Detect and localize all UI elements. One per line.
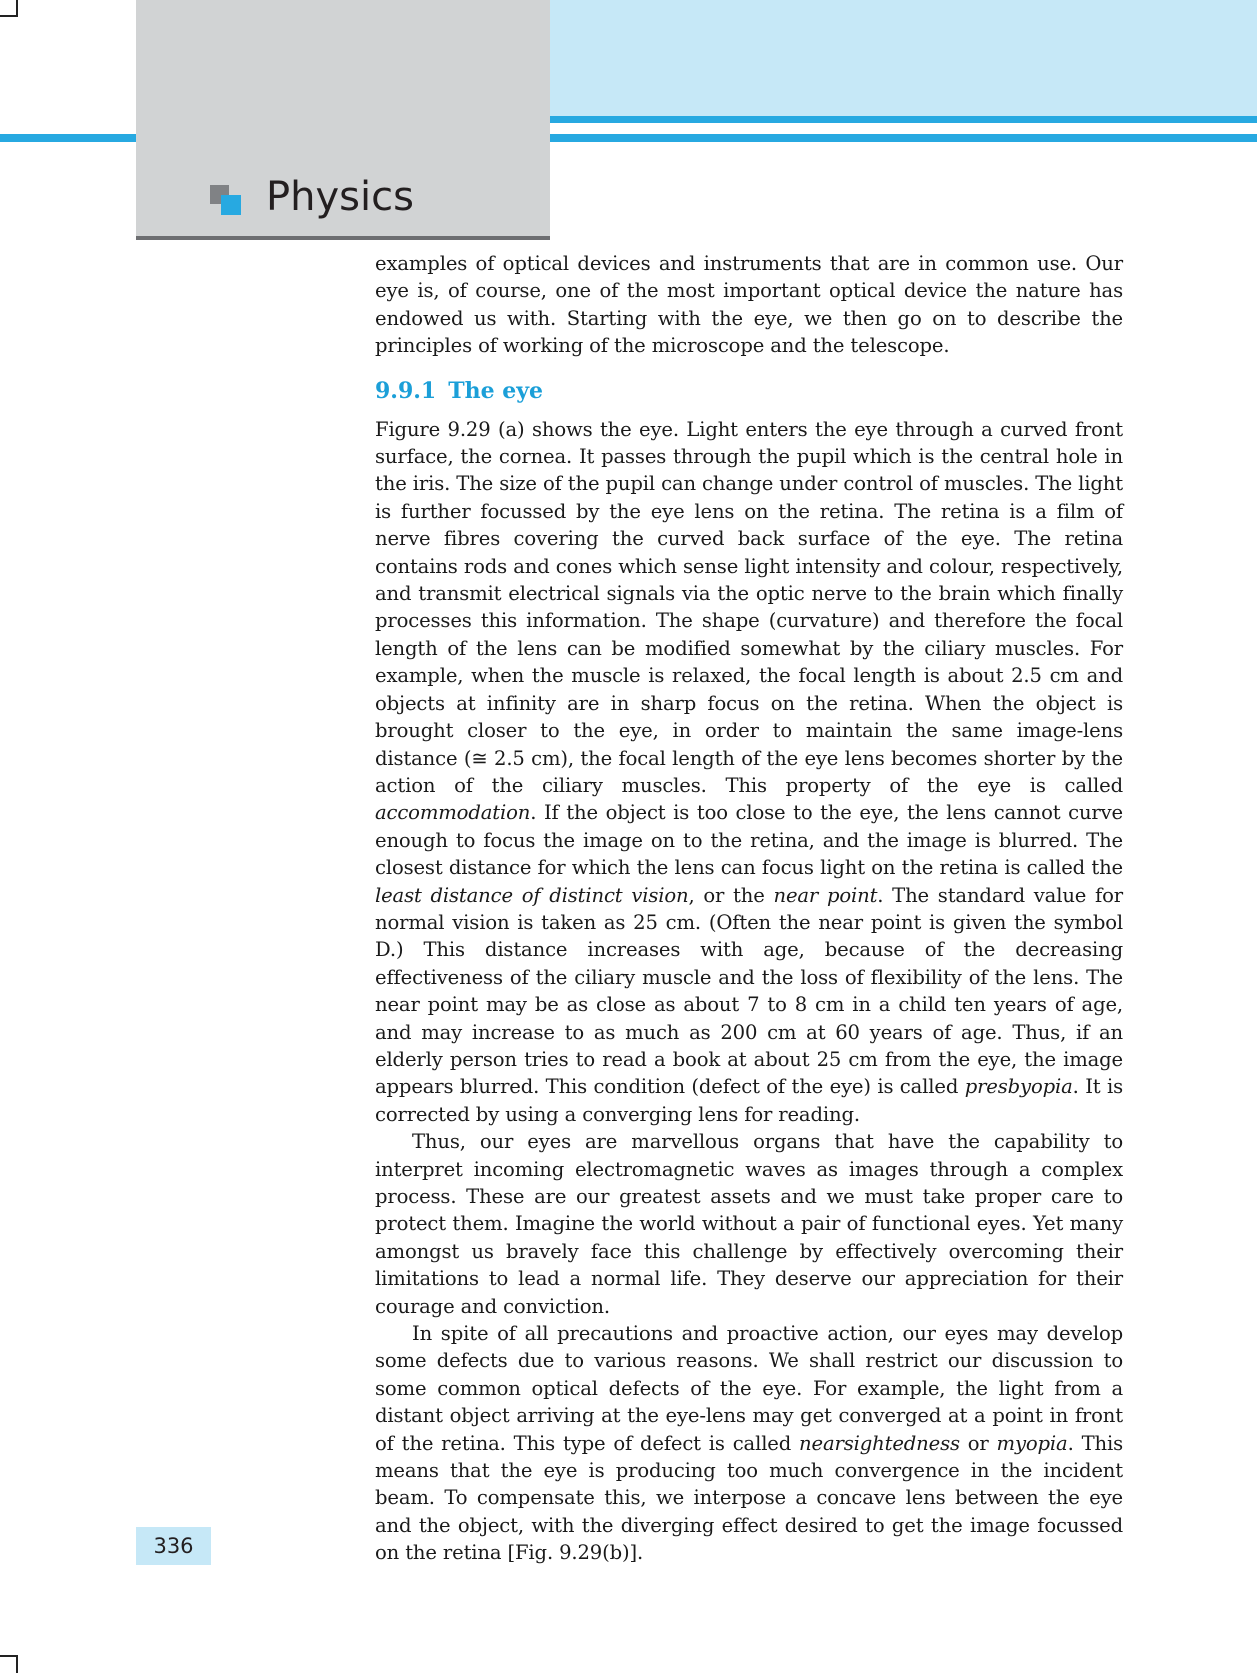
term-near-point: near point — [773, 883, 878, 907]
term-presbyopia: presbyopia — [964, 1075, 1073, 1099]
page-content — [375, 250, 1123, 1567]
header-blue-band — [548, 0, 1257, 118]
paragraph-marvellous-organs: Thus, our eyes are marvellous organs that have the capability to interpret incoming electromagnetic waves as images through a complex process. These are our greatest assets and we must take proper care to protect them. Imagine the world without a pair of functional eyes. Yet many amongst us bravely face this challenge by effectively overcoming their limitations to lead a normal life. They deserve our appreciation for their courage and conviction. — [375, 1130, 1123, 1318]
crop-mark-top-left-vertical — [16, 0, 18, 16]
term-least-distance: least distance of distinct vision — [375, 883, 689, 907]
subject-title: Physics — [266, 174, 414, 220]
crop-mark-top-left-horizontal — [0, 15, 18, 17]
header-stripe-bottom-left — [0, 134, 136, 142]
term-accommodation: accommodation — [375, 801, 531, 825]
crop-mark-bottom-left-horizontal — [0, 1655, 18, 1657]
paragraph-eye-anatomy: Figure 9.29 (a) shows the eye. Light enters the eye through a curved front surface, the cornea. It passes through the pupil which is the central hole in the iris. The size of the pupil can change under control of muscles. The light is further focussed by the eye lens on the retina. The retina is a film of nerve fibres covering the curved back surface of the eye. The retina contains rods and cones which sense light intensity and colour, respectively, and transmit electrical signals via the optic nerve to the brain which finally processes this information. The shape (curvature) and therefore the focal length of the lens can be modified somewhat by the ciliary muscles. For example, when the muscle is relaxed, the focal length is about 2.5 cm and objects at infinity are in sharp focus on the retina. When the object is brought closer to the eye, in order to maintain the same image-lens distance (≅ 2.5 cm), the focal length of the eye lens becomes shorter by the action of the ciliary muscles. This property of the eye is called accommodation. If the object is too close to the eye, the lens cannot curve enough to focus the image on to the retina, and the image is blurred. The closest distance for which the lens can focus light on the retina is called the least distance of distinct vision, or the near point. The standard value for normal vision is taken as 25 cm. (Often the near point is given the symbol D.) This distance increases with age, because of the decreasing effectiveness of the ciliary muscle and the loss of flexibility of the lens. The near point may be as close as about 7 to 8 cm in a child ten years of age, and may increase to as much as 200 cm at 60 years of age. Thus, if an elderly person tries to read a book at about 25 cm from the eye, the image appears blurred. This condition (defect of the eye) is called presbyopia. It is corrected by using a converging lens for reading. — [375, 417, 1123, 1126]
paragraph-eye-defects: In spite of all precautions and proactive action, our eyes may develop some defects due to various reasons. We shall restrict our discussion to some common optical defects of the eye. For example, the light from a distant object arriving at the eye-lens may get converged at a point in front of the retina. This type of defect is called nearsightedness or myopia. This means that the eye is producing too much convergence in the incident beam. To compensate this, we interpose a concave lens between the eye and the object, with the diverging effect desired to get the image focussed on the retina [Fig. 9.29(b)]. — [375, 1322, 1123, 1565]
subject-tab-underline — [136, 236, 550, 240]
intro-paragraph: examples of optical devices and instruments that are in common use. Our eye is, of course, one of the most important optical device the nature has endowed us with. Starting with the eye, we then go on to describe the principles of working of the microscope and the telescope. — [375, 252, 1123, 358]
crop-mark-bottom-left-vertical — [16, 1655, 18, 1673]
section-title: The eye — [448, 377, 544, 404]
section-heading — [375, 376, 1123, 406]
term-nearsightedness: nearsightedness — [799, 1431, 960, 1455]
header-stripe-top — [548, 116, 1257, 123]
header-stripe-bottom-right — [548, 134, 1257, 142]
book-logo-icon — [210, 185, 242, 217]
page-number: 336 — [136, 1527, 211, 1565]
section-number: 9.9.1 — [375, 377, 437, 404]
term-myopia: myopia — [996, 1431, 1068, 1455]
